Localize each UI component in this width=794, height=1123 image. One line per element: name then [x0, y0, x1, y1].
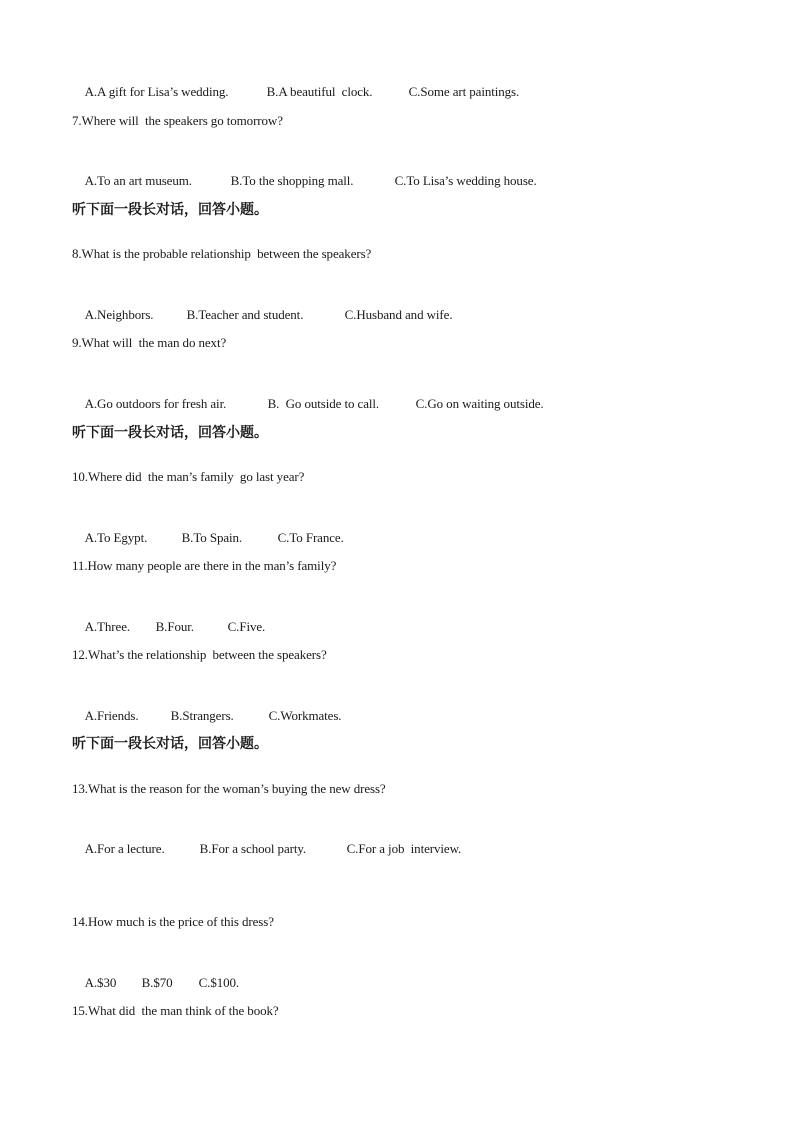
- option-a: A.Neighbors.: [84, 307, 154, 322]
- option-b: B.For a school party.: [199, 841, 307, 856]
- options-line: [72, 603, 265, 651]
- option-b: B.To the shopping mall.: [230, 173, 354, 188]
- option-a: A.Three.: [84, 619, 131, 634]
- section-heading: 听下面一段长对话，回答小题。: [72, 202, 268, 218]
- option-c: C.$100.: [198, 975, 240, 990]
- question-15: 15.What did the man think of the book?: [72, 1003, 279, 1018]
- option-c: C.Workmates.: [268, 708, 342, 723]
- section-heading: 听下面一段长对话，回答小题。: [72, 425, 268, 441]
- options-line: [72, 68, 519, 116]
- option-a: A.For a lecture.: [84, 841, 165, 856]
- question-7: 7.Where will the speakers go tomorrow?: [72, 113, 283, 128]
- option-b: B.Four.: [155, 619, 194, 634]
- question-11: 11.How many people are there in the man’s family?: [72, 558, 337, 573]
- option-b: B.Teacher and student.: [186, 307, 304, 322]
- question-10: 10.Where did the man’s family go last year?: [72, 469, 305, 484]
- question-13: 13.What is the reason for the woman’s buying the new dress?: [72, 781, 386, 796]
- option-a: A.To an art museum.: [84, 173, 192, 188]
- option-c: C.For a job interview.: [346, 841, 462, 856]
- option-b: B.Strangers.: [170, 708, 234, 723]
- option-a: A.Go outdoors for fresh air.: [84, 396, 227, 411]
- option-a: A.Friends.: [84, 708, 139, 723]
- question-9: 9.What will the man do next?: [72, 335, 227, 350]
- section-heading: 听下面一段长对话，回答小题。: [72, 736, 268, 752]
- question-12: 12.What’s the relationship between the speakers?: [72, 647, 327, 662]
- option-c: C.Go on waiting outside.: [415, 396, 544, 411]
- option-a: A.$30: [84, 975, 117, 990]
- option-c: C.Husband and wife.: [344, 307, 453, 322]
- options-line: [72, 380, 544, 428]
- option-c: C.To Lisa’s wedding house.: [394, 173, 537, 188]
- option-b: B.$70: [141, 975, 173, 990]
- option-c: C.Five.: [227, 619, 266, 634]
- options-line: [72, 157, 537, 205]
- options-line: [72, 514, 344, 562]
- option-c: C.To France.: [277, 530, 344, 545]
- option-b: B.To Spain.: [181, 530, 243, 545]
- option-c: C.Some art paintings.: [408, 84, 520, 99]
- options-line: [72, 692, 341, 740]
- option-a: A.To Egypt.: [84, 530, 148, 545]
- options-line: [72, 959, 239, 1007]
- question-8: 8.What is the probable relationship between the speakers?: [72, 246, 372, 261]
- options-line: [72, 825, 461, 873]
- options-line: [72, 291, 452, 339]
- option-a: A.A gift for Lisa’s wedding.: [84, 84, 229, 99]
- option-b: B.A beautiful clock.: [266, 84, 373, 99]
- question-14: 14.How much is the price of this dress?: [72, 914, 274, 929]
- option-b: B. Go outside to call.: [267, 396, 380, 411]
